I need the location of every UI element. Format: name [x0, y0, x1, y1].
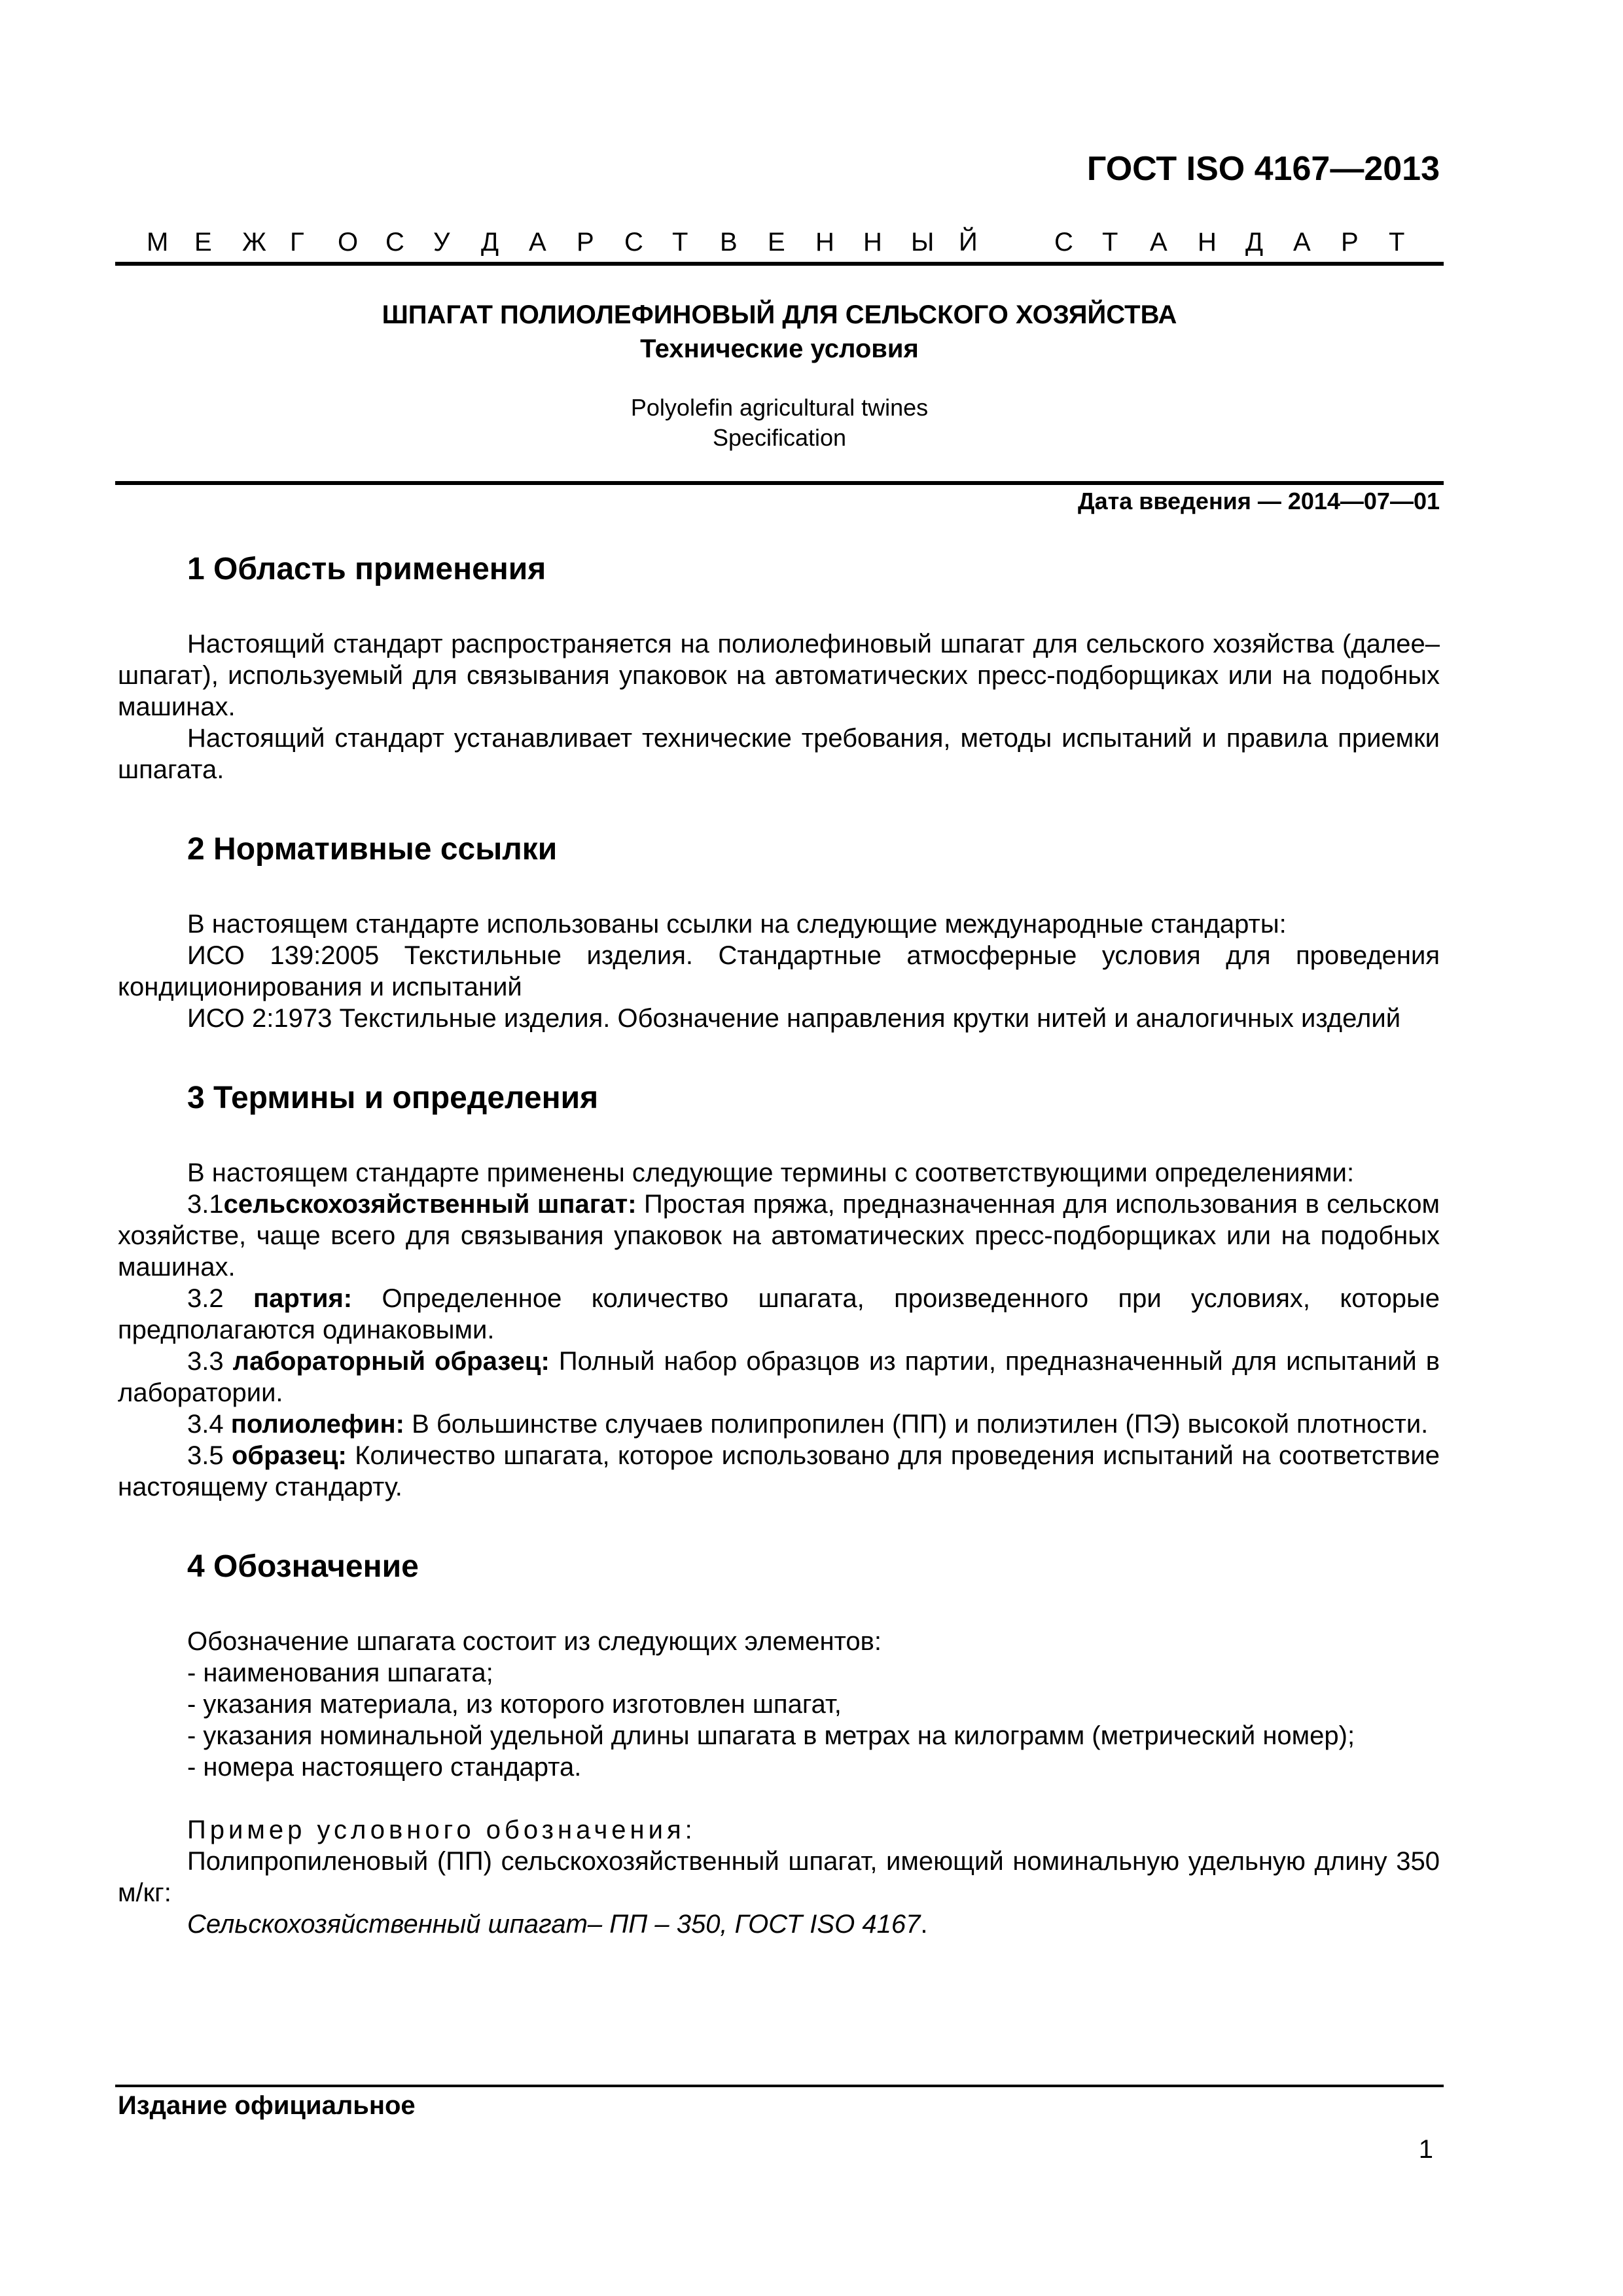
interstate-letter: Г: [290, 228, 304, 257]
title-english: [115, 393, 1444, 453]
interstate-letter: Т: [672, 228, 688, 257]
term-text: Определенное количество шпагата, произведенного при условиях, которые предполагаются одинаковыми.: [118, 1284, 1440, 1344]
interstate-letter: А: [529, 228, 546, 257]
paragraph: В настоящем стандарте применены следующие термины с соответствующими определениями:: [187, 1158, 1355, 1187]
term-name: сельскохозяйственный шпагат:: [223, 1190, 637, 1219]
list-item: - указания номинальной удельной длины шпагата в метрах на килограмм (метрический номер);: [187, 1721, 1355, 1750]
term-definition: [118, 1189, 1440, 1283]
interstate-letter: О: [338, 228, 359, 257]
section-terms: [118, 1079, 1440, 1503]
paragraph: В настоящем стандарте использованы ссылки на следующие международные стандарты:: [187, 910, 1287, 939]
title-russian: [115, 298, 1444, 366]
interstate-letter: С: [624, 228, 643, 257]
interstate-letter: Ы: [911, 228, 935, 257]
header-rule: [115, 262, 1444, 266]
title-ru-main: ШПАГАТ ПОЛИОЛЕФИНОВЫЙ ДЛЯ СЕЛЬСКОГО ХОЗЯЙСТВА: [382, 300, 1177, 329]
term-number: 3.2: [187, 1284, 253, 1313]
interstate-letter: А: [1293, 228, 1311, 257]
reference-item: ИСО 2:1973 Текстильные изделия. Обозначение направления крутки нитей и аналогичных изделий: [187, 1004, 1401, 1033]
list-item: - номера настоящего стандарта.: [187, 1753, 582, 1782]
interstate-letter: Н: [863, 228, 882, 257]
section-heading: 2 Нормативные ссылки: [187, 832, 558, 867]
term-name: образец:: [231, 1441, 347, 1470]
interstate-letter: Т: [1102, 228, 1118, 257]
introduction-date: Дата введения — 2014—07—01: [1077, 488, 1440, 514]
interstate-letter: Р: [577, 228, 594, 257]
interstate-letter: Й: [959, 228, 978, 257]
page-number: 1: [1418, 2135, 1433, 2164]
section-normative-references: [118, 830, 1440, 1034]
interstate-letter: Д: [1245, 228, 1264, 257]
interstate-letter: Ж: [242, 228, 266, 257]
interstate-letter: С: [1054, 228, 1073, 257]
interstate-letter: С: [385, 228, 404, 257]
term-definition: [118, 1346, 1440, 1408]
example-label: Пример условного обозначения:: [187, 1816, 696, 1844]
term-number: 3.1: [187, 1190, 224, 1219]
interstate-letter: А: [1150, 228, 1168, 257]
section-scope: [118, 550, 1440, 785]
interstate-letter: Т: [1389, 228, 1405, 257]
document-body: [118, 550, 1440, 1984]
example-designation: [118, 1909, 1440, 1940]
term-definition: [118, 1408, 1440, 1440]
interstate-letter: Н: [1198, 228, 1217, 257]
spacer: [118, 1783, 1440, 1814]
term-name: партия:: [253, 1284, 353, 1313]
title-en-main: Polyolefin agricultural twines: [630, 394, 929, 421]
section-heading: 4 Обозначение: [187, 1549, 419, 1584]
example-text: Полипропиленовый (ПП) сельскохозяйственный шпагат, имеющий номинальную удельную длину 350 м/кг:: [118, 1847, 1440, 1907]
official-edition-label: Издание официальное: [118, 2091, 416, 2120]
term-name: лабораторный образец:: [232, 1347, 550, 1376]
paragraph: Настоящий стандарт распространяется на полиолефиновый шпагат для сельского хозяйства (далее–шпагат), используемый для связывания упаковок на автоматических пресс-подборщиках или на подобных машинах.: [118, 630, 1440, 721]
list-item: - указания материала, из которого изготовлен шпагат,: [187, 1690, 842, 1719]
title-ru-subtitle: Технические условия: [640, 334, 919, 363]
interstate-letter: У: [433, 228, 450, 257]
interstate-letter: М: [147, 228, 169, 257]
term-text: Простая пряжа, предназначенная для использования в сельском хозяйстве, чаще всего для связывания упаковок на автоматических пресс-подборщиках или на подобных машинах.: [118, 1190, 1440, 1282]
term-definition: [118, 1440, 1440, 1503]
term-text: Количество шпагата, которое использовано для проведения испытаний на соответствие настоящему стандарту.: [118, 1441, 1440, 1501]
title-en-subtitle: Specification: [712, 424, 847, 451]
section-heading: 3 Термины и определения: [187, 1081, 599, 1115]
term-number: 3.3: [187, 1347, 233, 1376]
interstate-letter: В: [720, 228, 738, 257]
title-rule: [115, 481, 1444, 485]
designation-end: .: [920, 1910, 928, 1939]
interstate-letter: Е: [768, 228, 785, 257]
term-definition: [118, 1283, 1440, 1346]
list-item: - наименования шпагата;: [187, 1659, 493, 1687]
term-number: 3.5: [187, 1441, 232, 1470]
term-number: 3.4: [187, 1410, 231, 1439]
reference-item: ИСО 139:2005 Текстильные изделия. Стандартные атмосферные условия для проведения кондиционирования и испытаний: [118, 941, 1440, 1001]
interstate-letter: Р: [1341, 228, 1359, 257]
term-name: полиолефин:: [230, 1410, 404, 1439]
standard-number: ГОСТ ISO 4167—2013: [1086, 150, 1440, 188]
interstate-letter: Е: [194, 228, 212, 257]
section-heading: 1 Область применения: [187, 552, 546, 586]
interstate-letter: Д: [481, 228, 499, 257]
term-text: Полный набор образцов из партии, предназначенный для испытаний в лаборатории.: [118, 1347, 1440, 1407]
paragraph: Обозначение шпагата состоит из следующих элементов:: [187, 1627, 882, 1656]
section-designation: [118, 1547, 1440, 1940]
interstate-letter: Н: [815, 228, 834, 257]
designation-text: Сельскохозяйственный шпагат– ПП – 350, ГОСТ ISO 4167: [187, 1910, 921, 1939]
term-text: В большинстве случаев полипропилен (ПП) и полиэтилен (ПЭ) высокой плотности.: [404, 1410, 1429, 1439]
footer-rule: [115, 2085, 1444, 2087]
paragraph: Настоящий стандарт устанавливает технические требования, методы испытаний и правила приемки шпагата.: [118, 724, 1440, 784]
